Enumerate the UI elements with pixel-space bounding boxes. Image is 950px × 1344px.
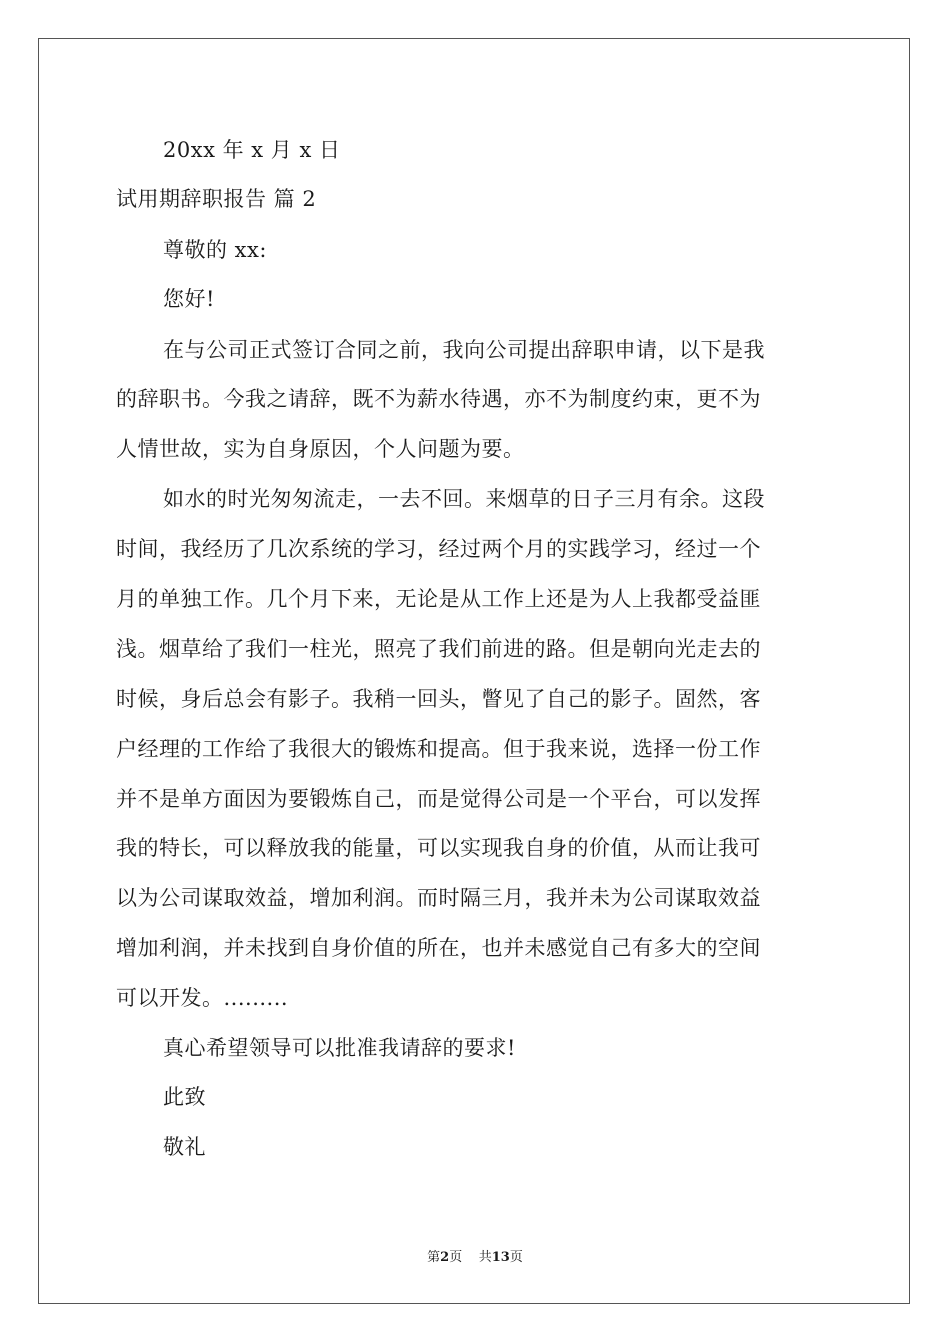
paragraph2-line: 月的单独工作。几个月下来，无论是从工作上还是为人上我都受益匪 xyxy=(116,587,761,611)
page-prefix: 第 xyxy=(427,1250,441,1265)
page-footer xyxy=(0,1250,950,1266)
greeting: 您好! xyxy=(163,287,215,311)
paragraph1-line: 的辞职书。今我之请辞，既不为薪水待遇，亦不为制度约束，更不为 xyxy=(116,387,761,411)
document-title: 试用期辞职报告 篇 2 xyxy=(116,187,317,211)
date-line: 20xx 年 x 月 x 日 xyxy=(163,138,341,162)
paragraph2-line: 我的特长，可以释放我的能量，可以实现我自身的价值，从而让我可 xyxy=(116,836,761,860)
paragraph3: 真心希望领导可以批准我请辞的要求! xyxy=(163,1036,516,1060)
salutation: 尊敬的 xx: xyxy=(163,238,267,262)
paragraph2-line: 如水的时光匆匆流走，一去不回。来烟草的日子三月有余。这段 xyxy=(163,487,765,511)
paragraph2-line: 并不是单方面因为要锻炼自己，而是觉得公司是一个平台，可以发挥 xyxy=(116,787,761,811)
total-pages: 13 xyxy=(491,1250,510,1265)
page-border xyxy=(38,38,910,1304)
paragraph2-line: 时间，我经历了几次系统的学习，经过两个月的实践学习，经过一个 xyxy=(116,537,761,561)
paragraph2-line: 以为公司谋取效益，增加利润。而时隔三月，我并未为公司谋取效益 xyxy=(116,886,761,910)
total-suffix: 页 xyxy=(509,1250,523,1265)
paragraph2-line: 增加利润，并未找到自身价值的所在，也并未感觉自己有多大的空间 xyxy=(116,936,761,960)
paragraph2-line: 浅。烟草给了我们一柱光，照亮了我们前进的路。但是朝向光走去的 xyxy=(116,637,761,661)
paragraph2-line: 可以开发。......... xyxy=(116,986,289,1010)
closing-line-2: 敬礼 xyxy=(163,1135,206,1159)
page-suffix: 页 xyxy=(449,1250,463,1265)
closing-line-1: 此致 xyxy=(163,1085,206,1109)
paragraph1-line: 人情世故，实为自身原因，个人问题为要。 xyxy=(116,437,525,461)
total-prefix: 共 xyxy=(478,1250,492,1265)
paragraph2-line: 时候，身后总会有影子。我稍一回头，瞥见了自己的影子。固然，客 xyxy=(116,687,761,711)
paragraph1-line: 在与公司正式签订合同之前，我向公司提出辞职申请，以下是我 xyxy=(163,338,765,362)
page-number: 2 xyxy=(440,1250,450,1265)
paragraph2-line: 户经理的工作给了我很大的锻炼和提高。但于我来说，选择一份工作 xyxy=(116,737,761,761)
